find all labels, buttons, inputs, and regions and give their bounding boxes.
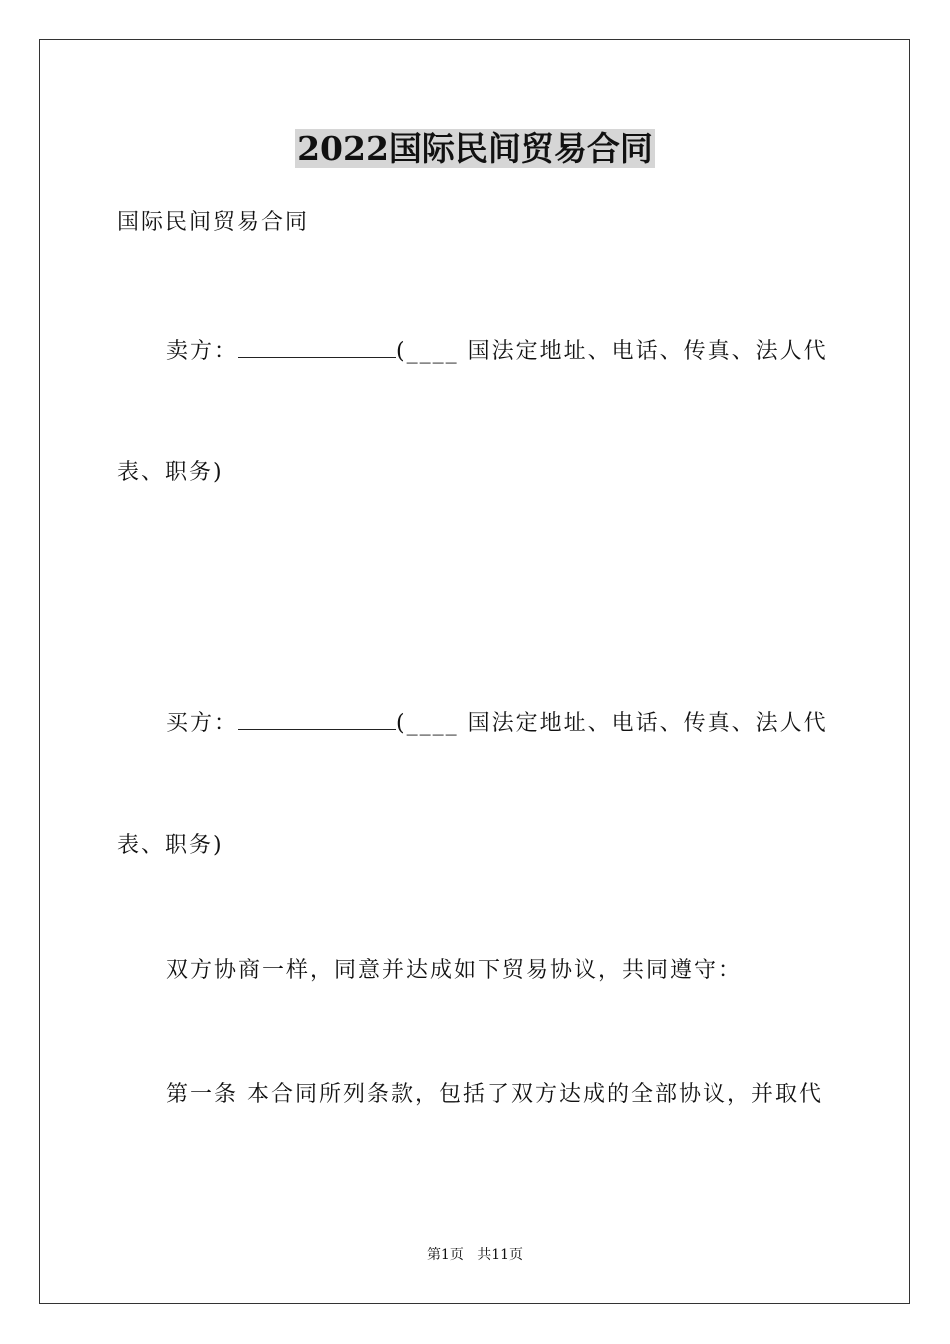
document-subtitle: 国际民间贸易合同 (117, 210, 310, 235)
buyer-continuation: 表、职务) (117, 833, 224, 858)
seller-name-blank (238, 335, 396, 358)
page-number: 第1页 (426, 1247, 464, 1263)
buyer-details: (____ 国法定地址、电话、传真、法人代 (396, 711, 828, 736)
seller-label: 卖方： (166, 339, 239, 364)
agreement-paragraph: 双方协商一样，同意并达成如下贸易协议，共同遵守： (166, 958, 743, 983)
buyer-line (166, 707, 828, 739)
document-title-text: 2022国际民间贸易合同 (297, 129, 653, 168)
seller-line (166, 335, 828, 367)
page-footer (0, 1245, 950, 1265)
buyer-name-blank (238, 707, 396, 730)
document-title (0, 127, 950, 171)
buyer-label: 买方： (166, 711, 239, 736)
page-total: 共11页 (477, 1247, 524, 1263)
seller-continuation: 表、职务) (117, 460, 224, 485)
article-one: 第一条 本合同所列条款，包括了双方达成的全部协议，并取代 (166, 1082, 823, 1107)
seller-details: (____ 国法定地址、电话、传真、法人代 (396, 339, 828, 364)
